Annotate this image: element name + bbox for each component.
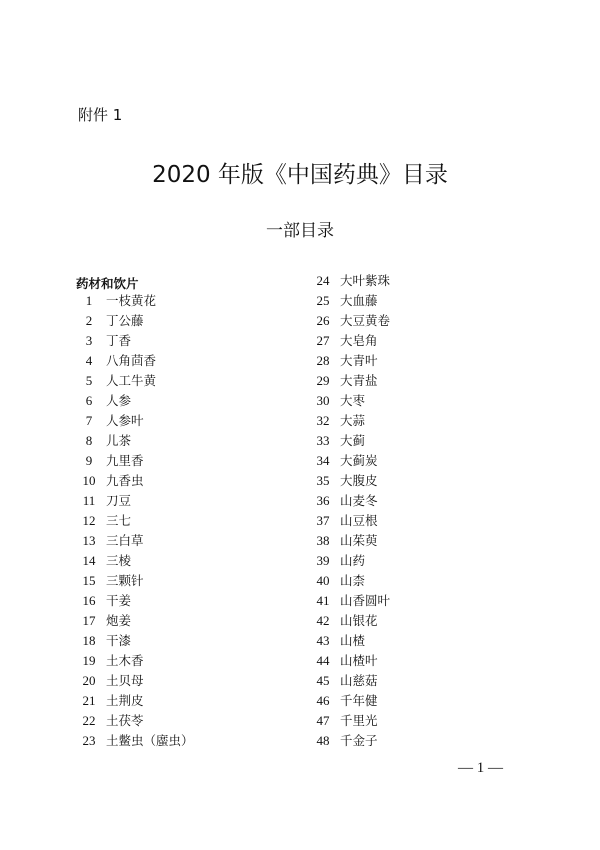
item-number: 27	[316, 333, 330, 348]
item-number: 28	[316, 353, 330, 368]
list-item	[76, 471, 194, 491]
item-name: 土木香	[106, 653, 144, 668]
item-list-left	[76, 291, 194, 751]
list-item	[310, 431, 390, 451]
category-heading: 药材和饮片	[76, 276, 139, 291]
item-number: 19	[82, 653, 96, 668]
item-number: 20	[82, 673, 96, 688]
item-number: 41	[316, 593, 330, 608]
list-item	[310, 351, 390, 371]
item-name: 大青盐	[340, 373, 378, 388]
item-number: 6	[85, 393, 93, 408]
item-number: 1	[85, 293, 93, 308]
item-name: 儿茶	[106, 433, 132, 448]
list-item	[76, 431, 194, 451]
list-item	[310, 391, 390, 411]
item-name: 九里香	[106, 453, 144, 468]
item-name: 大枣	[340, 393, 366, 408]
item-name: 干漆	[106, 633, 132, 648]
list-item	[76, 571, 194, 591]
attachment-label: 附件 1	[78, 106, 123, 124]
list-item	[76, 371, 194, 391]
list-item	[310, 551, 390, 571]
item-number: 3	[85, 333, 93, 348]
item-number: 29	[316, 373, 330, 388]
item-name: 山楂	[340, 633, 366, 648]
list-item	[76, 671, 194, 691]
item-number: 10	[82, 473, 96, 488]
item-name: 一枝黄花	[106, 293, 157, 308]
list-item	[310, 711, 390, 731]
item-name: 干姜	[106, 593, 132, 608]
item-number: 14	[82, 553, 96, 568]
item-name: 山楂叶	[340, 653, 378, 668]
item-number: 4	[85, 353, 93, 368]
item-number: 38	[316, 533, 330, 548]
list-item	[310, 291, 390, 311]
item-name: 丁香	[106, 333, 132, 348]
item-name: 土荆皮	[106, 693, 144, 708]
list-item	[76, 531, 194, 551]
item-number: 18	[82, 633, 96, 648]
list-item	[310, 651, 390, 671]
item-name: 大叶紫珠	[340, 273, 391, 288]
list-item	[76, 351, 194, 371]
item-list-right	[310, 271, 390, 751]
item-name: 山香圆叶	[340, 593, 391, 608]
item-name: 土鳖虫（䗪虫）	[106, 733, 194, 748]
item-number: 32	[316, 413, 330, 428]
item-name: 大蓟炭	[340, 453, 378, 468]
item-number: 22	[82, 713, 96, 728]
item-name: 炮姜	[106, 613, 132, 628]
item-number: 17	[82, 613, 96, 628]
item-name: 土贝母	[106, 673, 144, 688]
list-item	[310, 691, 390, 711]
list-item	[310, 731, 390, 751]
item-name: 大蒜	[340, 413, 366, 428]
list-item	[76, 631, 194, 651]
item-name: 大腹皮	[340, 473, 378, 488]
item-number: 40	[316, 573, 330, 588]
list-item	[76, 651, 194, 671]
item-number: 21	[82, 693, 96, 708]
item-number: 24	[316, 273, 330, 288]
item-number: 8	[85, 433, 93, 448]
list-item	[76, 291, 194, 311]
list-item	[310, 311, 390, 331]
item-name: 大血藤	[340, 293, 378, 308]
item-number: 39	[316, 553, 330, 568]
item-name: 土茯苓	[106, 713, 144, 728]
item-number: 13	[82, 533, 96, 548]
item-number: 7	[85, 413, 93, 428]
item-name: 三棱	[106, 553, 132, 568]
list-item	[310, 571, 390, 591]
list-item	[310, 631, 390, 651]
list-item	[310, 591, 390, 611]
item-name: 山银花	[340, 613, 378, 628]
item-number: 33	[316, 433, 330, 448]
item-number: 35	[316, 473, 330, 488]
item-name: 山茱萸	[340, 533, 378, 548]
item-name: 人参	[106, 393, 132, 408]
item-name: 大皂角	[340, 333, 378, 348]
item-number: 36	[316, 493, 330, 508]
list-item	[310, 411, 390, 431]
item-number: 5	[85, 373, 93, 388]
item-number: 43	[316, 633, 330, 648]
item-name: 山慈菇	[340, 673, 378, 688]
item-number: 37	[316, 513, 330, 528]
list-item	[76, 511, 194, 531]
item-name: 大青叶	[340, 353, 378, 368]
item-name: 九香虫	[106, 473, 144, 488]
list-item	[76, 411, 194, 431]
list-item	[76, 731, 194, 751]
item-name: 刀豆	[106, 493, 132, 508]
item-number: 26	[316, 313, 330, 328]
list-item	[310, 511, 390, 531]
section-subtitle: 一部目录	[266, 221, 334, 241]
list-item	[310, 371, 390, 391]
item-name: 千里光	[340, 713, 378, 728]
item-number: 30	[316, 393, 330, 408]
item-name: 三七	[106, 513, 132, 528]
item-name: 山麦冬	[340, 493, 378, 508]
item-number: 15	[82, 573, 96, 588]
list-item	[76, 391, 194, 411]
list-item	[76, 331, 194, 351]
item-number: 11	[82, 493, 96, 508]
list-item	[310, 671, 390, 691]
list-item	[76, 591, 194, 611]
item-number: 45	[316, 673, 330, 688]
list-item	[310, 271, 390, 291]
item-name: 人参叶	[106, 413, 144, 428]
item-name: 千年健	[340, 693, 378, 708]
item-number: 25	[316, 293, 330, 308]
item-number: 12	[82, 513, 96, 528]
item-number: 48	[316, 733, 330, 748]
list-item	[310, 531, 390, 551]
item-name: 八角茴香	[106, 353, 157, 368]
list-item	[76, 711, 194, 731]
list-item	[310, 611, 390, 631]
list-item	[310, 451, 390, 471]
item-number: 9	[85, 453, 93, 468]
list-item	[310, 471, 390, 491]
item-name: 大蓟	[340, 433, 366, 448]
page-number: — 1 —	[458, 760, 503, 776]
document-title: 2020 年版《中国药典》目录	[152, 162, 448, 188]
item-number: 46	[316, 693, 330, 708]
item-name: 丁公藤	[106, 313, 144, 328]
item-name: 人工牛黄	[106, 373, 157, 388]
item-number: 16	[82, 593, 96, 608]
item-number: 34	[316, 453, 330, 468]
item-number: 44	[316, 653, 330, 668]
item-number: 23	[82, 733, 96, 748]
list-item	[76, 491, 194, 511]
item-name: 山豆根	[340, 513, 378, 528]
item-number: 47	[316, 713, 330, 728]
list-item	[310, 331, 390, 351]
item-name: 山药	[340, 553, 366, 568]
item-name: 三颗针	[106, 573, 144, 588]
list-item	[76, 691, 194, 711]
item-name: 三白草	[106, 533, 144, 548]
item-name: 千金子	[340, 733, 378, 748]
list-item	[76, 611, 194, 631]
item-number: 2	[85, 313, 93, 328]
item-number: 42	[316, 613, 330, 628]
item-name: 山柰	[340, 573, 366, 588]
list-item	[76, 311, 194, 331]
list-item	[76, 451, 194, 471]
list-item	[310, 491, 390, 511]
item-name: 大豆黄卷	[340, 313, 391, 328]
list-item	[76, 551, 194, 571]
